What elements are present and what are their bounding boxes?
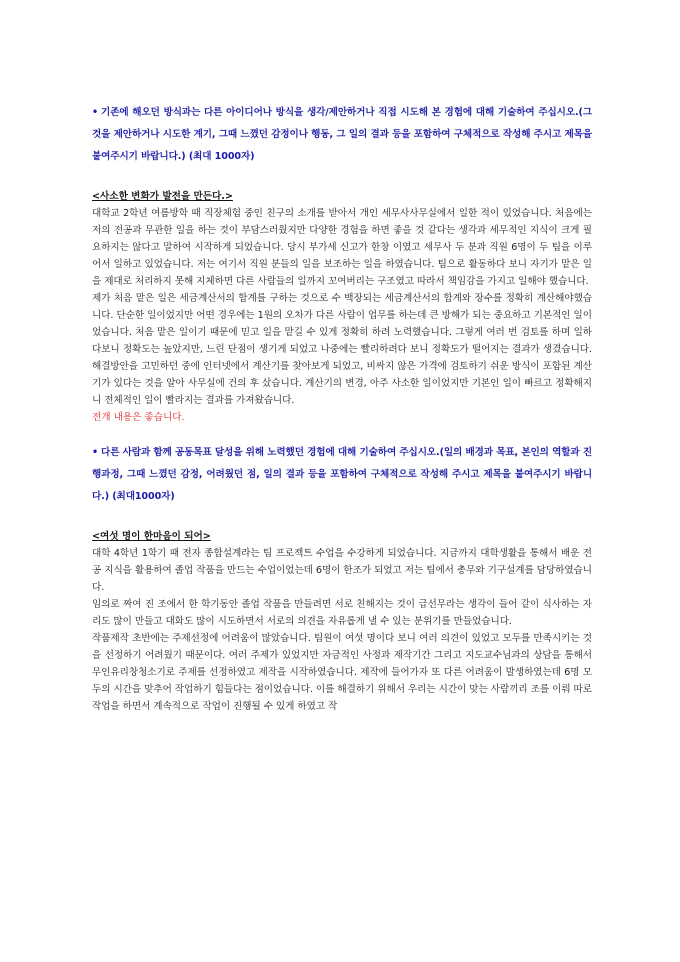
answer-1-paragraph-1: 대학교 2학년 여름방학 때 직장체험 중인 친구의 소개를 받아서 개인 세무사사무실에서 일한 적이 있었습니다. 처음에는 저의 전공과 무관한 일을 하는 것이 부담스러웠지만 다양한 경험을 하면 좋을 것 같다는 생각과 세무적인 지식이 크게 필요하지는 않다고 말하여 시작하게 되었습니다. 당시 부가세 신고가 한창 이였고 세무사 두 분과 직원 6명이 두 팀을 이루어서 일하고 있었습니다. 저는 여기서 직원 분들의 일을 보조하는 일을 하였습니다. 팀으로 활동하다 보니 자기가 맡은 일을 제대로 처리하지 못해 지체하면 다른 사람들의 일까지 꼬여버리는 구조였고 따라서 책임감을 가지고 일해야 했습니다.: [92, 208, 592, 287]
bullet-icon: •: [92, 447, 99, 458]
review-comment: 전개 내용은 좋습니다.: [92, 412, 185, 423]
question-2: [92, 442, 592, 508]
document-page: [92, 102, 592, 715]
answer-1-title: <사소한 변화가 발전을 만든다.>: [92, 191, 233, 202]
answer-2-paragraph-3: 작품제작 초반에는 주제선정에 어려움이 많았습니다. 팀원이 여섯 명이다 보니 여러 의견이 있었고 모두를 만족시키는 것을 선정하기 어려웠기 때문이다. 여러 주제가 있었지만 자금적인 사정과 제작기간 그리고 지도교수님과의 상담을 통해서 무인유리창청소기로 주제를 선정하였고 제작을 시작하였습니다. 제작에 들어가자 또 다른 어려움이 발생하였는데 6명 모두의 시간을 맞추어 작업하기 힘들다는 점이었습니다. 이를 해결하기 위해서 우리는 시간이 맞는 사람끼리 조를 이뤄 따로 작업을 하면서 계속적으로 작업이 진행될 수 있게 하였고 작: [92, 633, 592, 712]
question-2-text: 다른 사람과 함께 공동목표 달성을 위해 노력했던 경험에 대해 기술하여 주십시오.(일의 배경과 목표, 본인의 역할과 진행과정, 그때 느꼈던 감정, 어려웠던 점, 일의 결과 등을 포함하여 구체적으로 작성해 주시고 제목을 붙여주시기 바랍니다.) (최대1000자): [92, 447, 592, 502]
answer-1-paragraph-2: 제가 처음 맡은 일은 세금계산서의 합계를 구하는 것으로 수 백장되는 세금계산서의 합계와 장수를 정확히 계산해야했습니다. 단순한 일이었지만 어떤 경우에는 1원의 오차가 다른 사람이 업무를 하는데 큰 방해가 되는 중요하고 기본적인 일이었습니다. 처음 맡은 일이기 때문에 믿고 일을 맡길 수 있게 정확히 하려 노력했습니다. 그렇게 여러 번 검토를 하며 일하다보니 정확도는 높았지만, 느린 단점이 생기게 되었고 나중에는 빨리하려다 보니 정확도가 떨어지는 결과가 생겼습니다. 해결방안을 고민하던 중에 인터넷에서 계산기를 찾아보게 되었고, 비싸지 않은 가격에 검토하기 쉬운 방식이 포함된 계산기가 있다는 것을 알아 사무실에 건의 후 샀습니다. 계산기의 변경, 아주 사소한 일이었지만 기본인 일이 빠르고 정확해지니 전체적인 일이 빨라지는 결과를 가져왔습니다.: [92, 293, 592, 406]
question-1-text: 기존에 해오던 방식과는 다른 아이디어나 방식을 생각/제안하거나 직접 시도해 본 경험에 대해 기술하여 주십시오.(그것을 제안하거나 시도한 계기, 그때 느꼈던 감정이나 행동, 그 일의 결과 등을 포함하여 구체적으로 작성해 주시고 제목을 붙여주시기 바랍니다.) (최대 1000자): [92, 107, 592, 162]
answer-2-paragraph-2: 임의로 짜여 진 조에서 한 학기동안 졸업 작품을 만들려면 서로 친해지는 것이 급선무라는 생각이 들어 같이 식사하는 자리도 많이 만들고 대화도 많이 시도하면서 서로의 의견을 자유롭게 낼 수 있는 분위기를 만들었습니다.: [92, 599, 592, 627]
bullet-icon: •: [92, 107, 99, 118]
answer-2-title: <여섯 명이 한마음이 되어>: [92, 531, 211, 542]
answer-2-paragraph-1: 대학 4학년 1학기 때 전자 종합설계라는 팀 프로젝트 수업을 수강하게 되었습니다. 지금까지 대학생활을 통해서 배운 전공 지식을 활용하여 졸업 작품을 만드는 수업이었는데 6명이 한조가 되었고 저는 팀에서 총무와 기구설계를 담당하였습니다.: [92, 548, 592, 593]
question-1: [92, 102, 592, 168]
